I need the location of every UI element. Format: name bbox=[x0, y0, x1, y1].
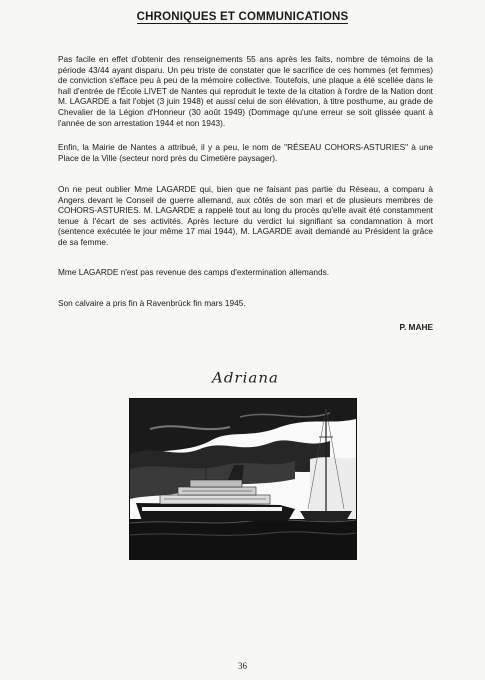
photo-caption: Adriana bbox=[212, 369, 279, 387]
heading-text: CHRONIQUES ET COMMUNICATIONS bbox=[136, 11, 349, 23]
paragraph-1: Pas facile en effet d'obtenir des renseignements 55 ans après les faits, nombre de témoins de la période 43/44 ayant disparu. Un peu triste de constater que le sacrifice de ces hommes (et femmes) de conviction s'efface peu à peu de la mémoire collective. Toutefois, une plaque a été scellée dans le hall d'entrée de l'École LIVET de Nantes qui reproduit le texte de la citation à l'ordre de la Nation dont M. LAGARDE a fait l'objet (3 juin 1948) et aussi celui de son élévation, à titre posthume, au grade de Chevalier de la Légion d'Honneur (30 août 1949) (Dommage qu'une erreur se soit glissée quant à l'année de son arrestation 1944 et non 1943). bbox=[58, 54, 433, 128]
page-heading bbox=[0, 11, 485, 23]
ship-photo bbox=[129, 398, 357, 560]
ship-illustration bbox=[130, 399, 356, 559]
paragraph-2: Enfin, la Mairie de Nantes a attribué, il y a peu, le nom de "RÉSEAU COHORS-ASTURIES" à une Place de la Ville (secteur nord près du Cimetière paysager). bbox=[58, 142, 433, 163]
author-signature: P. MAHE bbox=[399, 322, 433, 332]
page-number: 36 bbox=[238, 661, 247, 671]
paragraph-5: Son calvaire a pris fin à Ravenbrück fin mars 1945. bbox=[58, 298, 246, 308]
paragraph-3: On ne peut oublier Mme LAGARDE qui, bien que ne faisant pas partie du Réseau, a comparu à Angers devant le Conseil de guerre allemand, aux côtés de son mari et de plusieurs membres de COHORS-ASTURIES. M. LAGARDE a rappelé tout au long du procès qu'elle avait été constamment tenue à l'écart de ses activités. Après lecture du verdict lui signifiant sa condamnation à mort (sentence exécutée le jour même 17 mai 1944), M. LAGARDE avait demandé au Président la grâce de sa femme. bbox=[58, 184, 433, 247]
paragraph-4: Mme LAGARDE n'est pas revenue des camps d'extermination allemands. bbox=[58, 267, 330, 277]
